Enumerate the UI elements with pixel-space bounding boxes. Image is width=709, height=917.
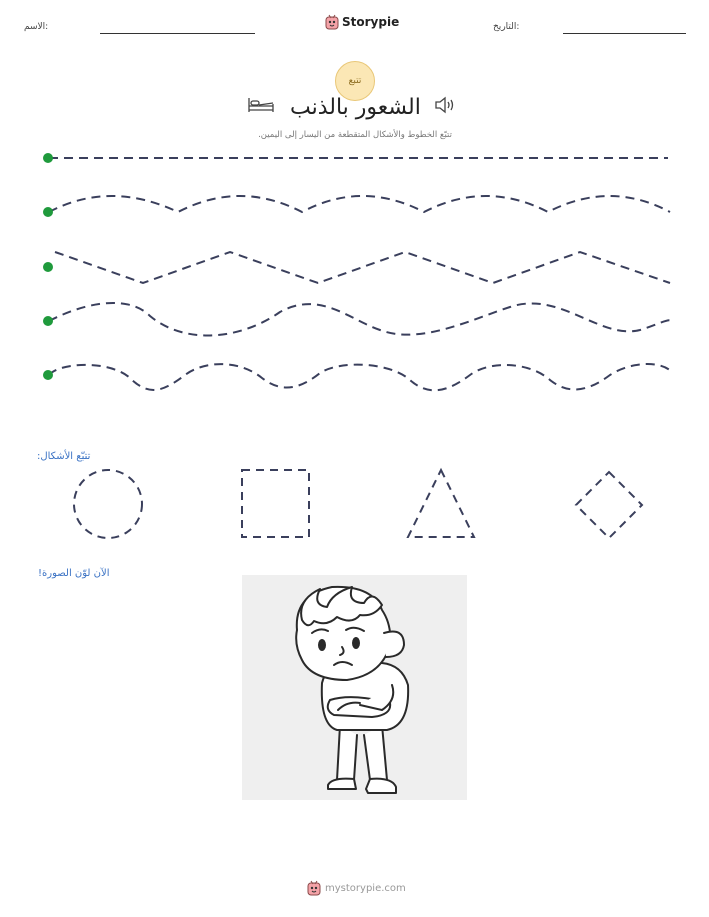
activity-badge: تتبع <box>335 61 375 101</box>
coloring-section-label: الآن لوّن الصورة! <box>38 568 110 579</box>
brand-name: Storypie <box>342 15 400 29</box>
page-title: الشعور بالذنب <box>290 95 421 120</box>
trace-circle <box>74 470 142 538</box>
footer <box>307 880 406 896</box>
instruction-text: تتبّع الخطوط والأشكال المتقطعة من اليسار إلى اليمين. <box>258 130 452 140</box>
trace-triangle <box>408 470 474 537</box>
shapes-section-label: تتبّع الأشكال: <box>37 451 91 462</box>
date-label: التاريخ: <box>493 22 520 32</box>
trace-square <box>242 470 309 537</box>
footer-site-link[interactable]: mystorypie.com <box>325 882 406 894</box>
sad-boy-drawing <box>242 575 467 800</box>
coloring-image <box>242 575 467 800</box>
storypie-logo-icon <box>307 880 321 896</box>
name-label: الاسم: <box>24 22 49 32</box>
trace-diamond <box>576 472 642 538</box>
